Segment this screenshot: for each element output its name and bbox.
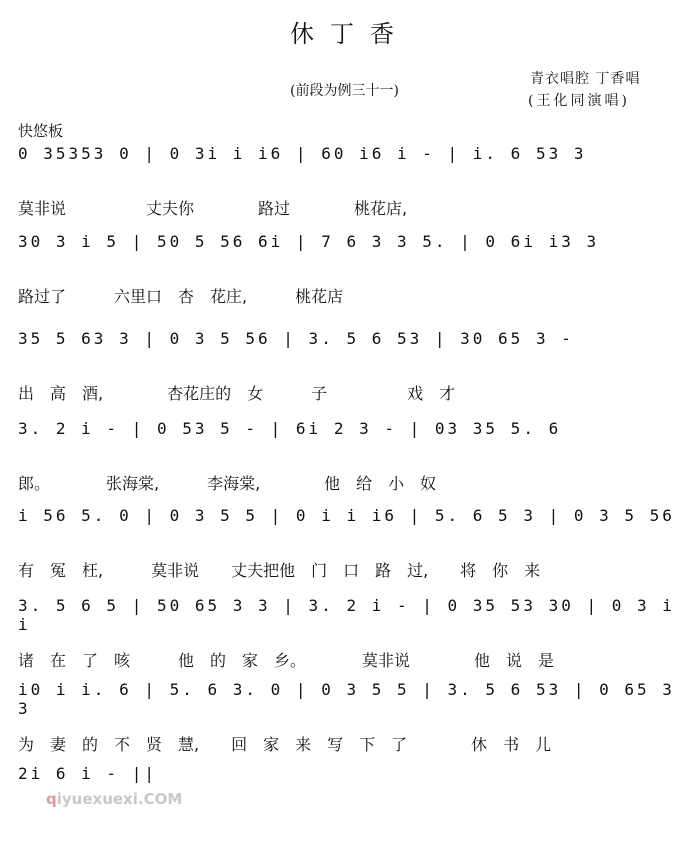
lyric-line: 为 妻 的 不 贤 慧, 回 家 来 写 下 了 休 书 儿 [18, 735, 552, 754]
score-system-4 [0, 415, 700, 505]
score-system-3 [0, 325, 700, 415]
page-title: 休丁香 [290, 20, 410, 48]
notation-line: 35 5 63 3 | 0 3 5 56 | 3. 5 6 53 | 30 65 3 - [18, 329, 574, 348]
score-system-2 [0, 228, 700, 318]
credit-line-1: 青衣唱腔 丁香唱 [530, 71, 641, 87]
notation-line: 3. 5 6 5 | 50 65 3 3 | 3. 2 i - | 0 35 53 30 | 0 3 i i [18, 596, 675, 634]
notation-line: i0 i i. 6 | 5. 6 3. 0 | 0 3 5 5 | 3. 5 6 53 | 0 65 3 3 [18, 680, 675, 718]
watermark-q: q [46, 790, 57, 808]
watermark-text: iyuexuexi.COM [56, 790, 183, 808]
lyric-line: 郎。 张海棠, 李海棠, 他 给 小 奴 [18, 474, 437, 493]
lyric-line: 有 冤 枉, 莫非说 丈夫把他 门 口 路 过, 将 你 来 [18, 561, 541, 580]
score-system-5 [0, 502, 700, 592]
credit-line-2: (王化同演唱) [528, 93, 630, 109]
tempo-marking: 快悠板 [18, 122, 64, 140]
score-system-6 [0, 592, 700, 682]
notation-line: 2i 6 i - || [18, 764, 157, 783]
lyric-line: 路过了 六里口 杏 花庄, 桃花店 [18, 287, 344, 306]
lyric-line: 出 高 酒, 杏花庄的 女 子 戏 才 [18, 384, 456, 403]
lyric-line: 莫非说 丈夫你 路过 桃花店, [18, 199, 408, 218]
score-system-7 [0, 676, 700, 766]
section-note: (前段为例三十一) [290, 83, 399, 99]
notation-line: 0 35353 0 | 0 3i i i6 | 60 i6 i - | i. 6 53 3 [18, 144, 587, 163]
notation-line: i 56 5. 0 | 0 3 5 5 | 0 i i i6 | 5. 6 5 3 | 0 3 5 56 [18, 506, 675, 525]
notation-line: 3. 2 i - | 0 53 5 - | 6i 2 3 - | 03 35 5. 6 [18, 419, 562, 438]
watermark [46, 790, 182, 808]
score-system-1 [0, 140, 700, 230]
notation-line: 30 3 i 5 | 50 5 56 6i | 7 6 3 3 5. | 0 6i i3 3 [18, 232, 600, 251]
lyric-line: 诸 在 了 咳 他 的 家 乡。 莫非说 他 说 是 [18, 651, 555, 670]
